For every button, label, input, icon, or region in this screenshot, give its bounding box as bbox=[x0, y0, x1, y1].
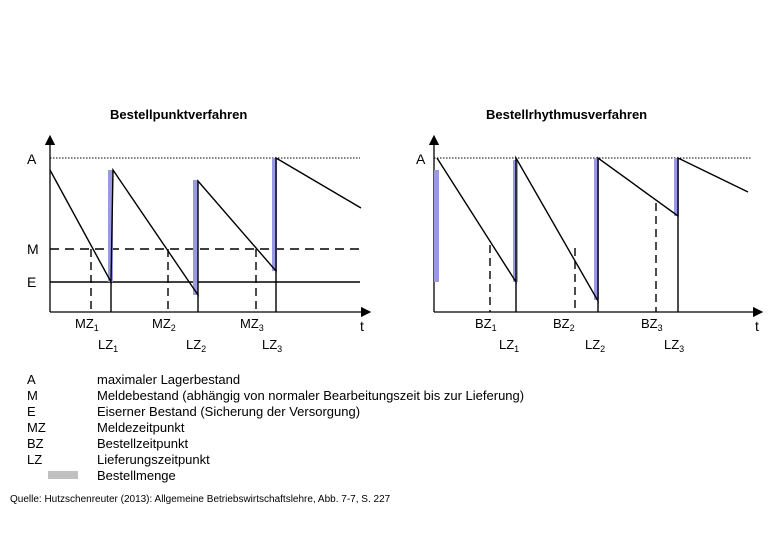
marker-lz1: $LZ_1$ bbox=[98, 337, 119, 354]
right-axis-label-t: t bbox=[755, 318, 759, 334]
legend-abbr: MZ bbox=[27, 420, 46, 435]
legend-desc: Lieferungszeitpunkt bbox=[97, 452, 210, 467]
legend-desc: Meldezeitpunkt bbox=[97, 420, 185, 435]
legend-abbr: A bbox=[27, 372, 36, 387]
marker-lz2: $LZ_2$ bbox=[585, 337, 606, 354]
right-diagram bbox=[434, 140, 758, 312]
left-diagram-title: Bestellpunktverfahren bbox=[110, 107, 248, 122]
marker-mz1: $MZ_1$ bbox=[75, 316, 99, 333]
left-axis-label-A: A bbox=[27, 151, 37, 167]
marker-lz3: $LZ_3$ bbox=[262, 337, 283, 354]
legend-abbr: E bbox=[27, 404, 36, 419]
source-citation: Quelle: Hutzschenreuter (2013): Allgemeine Betriebswirtschaftslehre, Abb. 7-7, S. 227 bbox=[10, 494, 391, 505]
marker-bz1: $BZ_1$ bbox=[475, 316, 497, 333]
order-quantity-bar bbox=[434, 170, 439, 282]
marker-bz2: $BZ_2$ bbox=[553, 316, 575, 333]
legend-abbr: M bbox=[27, 388, 38, 403]
order-quantity-bar bbox=[193, 180, 198, 295]
legend-desc: Bestellzeitpunkt bbox=[97, 436, 189, 451]
legend-desc: maximaler Lagerbestand bbox=[97, 372, 241, 387]
axis-label-E: E bbox=[27, 274, 37, 290]
legend-desc: Eiserner Bestand (Sicherung der Versorgung) bbox=[97, 404, 361, 419]
right-axis-label-A: A bbox=[416, 151, 426, 167]
left-axis-label-t: t bbox=[360, 318, 364, 334]
marker-bz3: $BZ_3$ bbox=[641, 316, 663, 333]
axis-label-M: M bbox=[27, 241, 39, 257]
marker-lz3: $LZ_3$ bbox=[664, 337, 685, 354]
legend-desc: Bestellmenge bbox=[97, 468, 176, 483]
right-diagram-title: Bestellrhythmusverfahren bbox=[486, 107, 648, 122]
marker-mz3: $MZ_3$ bbox=[240, 316, 264, 333]
left-stock-curve bbox=[50, 158, 361, 295]
right-stock-curve bbox=[437, 158, 748, 301]
left-diagram bbox=[50, 140, 366, 312]
legend-abbr: LZ bbox=[27, 452, 43, 467]
marker-lz1: $LZ_1$ bbox=[499, 337, 520, 354]
marker-lz2: $LZ_2$ bbox=[186, 337, 207, 354]
order-quantity-swatch bbox=[48, 471, 78, 479]
marker-mz2: $MZ_2$ bbox=[152, 316, 176, 333]
legend-abbr: BZ bbox=[27, 436, 44, 451]
legend-desc: Meldebestand (abhängig von normaler Bearbeitungszeit bis zur Lieferung) bbox=[97, 388, 525, 403]
